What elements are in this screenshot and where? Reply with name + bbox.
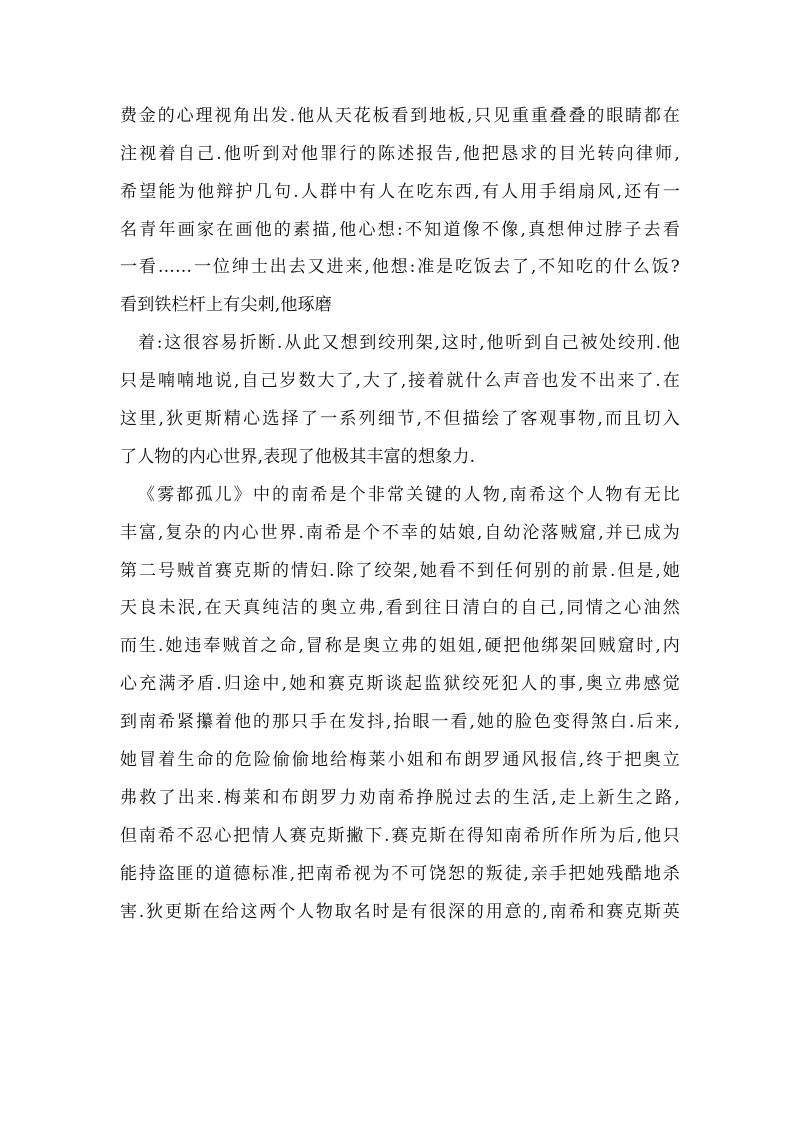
- text-line: 能持盗匪的道德标准,把南希视为不可饶恕的叛徒,亲手把她残酷地杀: [120, 864, 680, 884]
- text-line: 心充满矛盾.归途中,她和赛克斯谈起监狱绞死犯人的事,奥立弗感觉: [120, 674, 680, 694]
- text-line: 到南希紧攥着他的那只手在发抖,抬眼一看,她的脸色变得煞白.后来,: [120, 712, 680, 732]
- text-line: 第二号贼首赛克斯的情妇.除了绞架,她看不到任何别的前景.但是,她: [120, 561, 680, 581]
- text-line: 但南希不忍心把情人赛克斯撇下.赛克斯在得知南希所作所为后,他只: [120, 826, 680, 846]
- text-line: 这里,狄更斯精心选择了一系列细节,不但描绘了客观事物,而且切入: [120, 409, 680, 429]
- text-line: 费金的心理视角出发.他从天花板看到地板,只见重重叠叠的眼睛都在: [120, 106, 680, 126]
- text-line: 她冒着生命的危险偷偷地给梅莱小姐和布朗罗通风报信,终于把奥立: [120, 750, 680, 770]
- text-line: 着:这很容易折断.从此又想到绞刑架,这时,他听到自己被处绞刑.他: [138, 333, 680, 353]
- text-line: 看到铁栏杆上有尖刺,他琢磨: [120, 295, 333, 315]
- text-line: 天良未泯,在天真纯洁的奥立弗,看到往日清白的自己,同情之心油然: [120, 598, 680, 618]
- text-line: 名青年画家在画他的素描,他心想:不知道像不像,真想伸过脖子去看: [120, 220, 680, 240]
- text-line: 害.狄更斯在给这两个人物取名时是有很深的用意的,南希和赛克斯英: [120, 902, 680, 922]
- text-line: 丰富,复杂的内心世界.南希是个不幸的姑娘,自幼沦落贼窟,并已成为: [120, 523, 680, 543]
- text-line: 只是喃喃地说,自己岁数大了,大了,接着就什么声音也发不出来了.在: [120, 371, 680, 391]
- text-line: 了人物的内心世界,表现了他极其丰富的想象力.: [120, 447, 476, 467]
- text-line: 注视着自己.他听到对他罪行的陈述报告,他把恳求的目光转向律师,: [120, 144, 680, 164]
- text-line: 弗救了出来.梅莱和布朗罗力劝南希挣脱过去的生活,走上新生之路,: [120, 788, 680, 808]
- text-line: 而生.她违奉贼首之命,冒称是奥立弗的姐姐,硬把他绑架回贼窟时,内: [120, 636, 680, 656]
- text-line: 希望能为他辩护几句.人群中有人在吃东西,有人用手绢扇风,还有一: [120, 182, 680, 202]
- text-line: 一看……一位绅士出去又进来,他想:准是吃饭去了,不知吃的什么饭?: [120, 257, 680, 277]
- paragraph-first-line: 《雾都孤儿》中的南希是个非常关键的人物,南希这个人物有无比: [138, 485, 680, 505]
